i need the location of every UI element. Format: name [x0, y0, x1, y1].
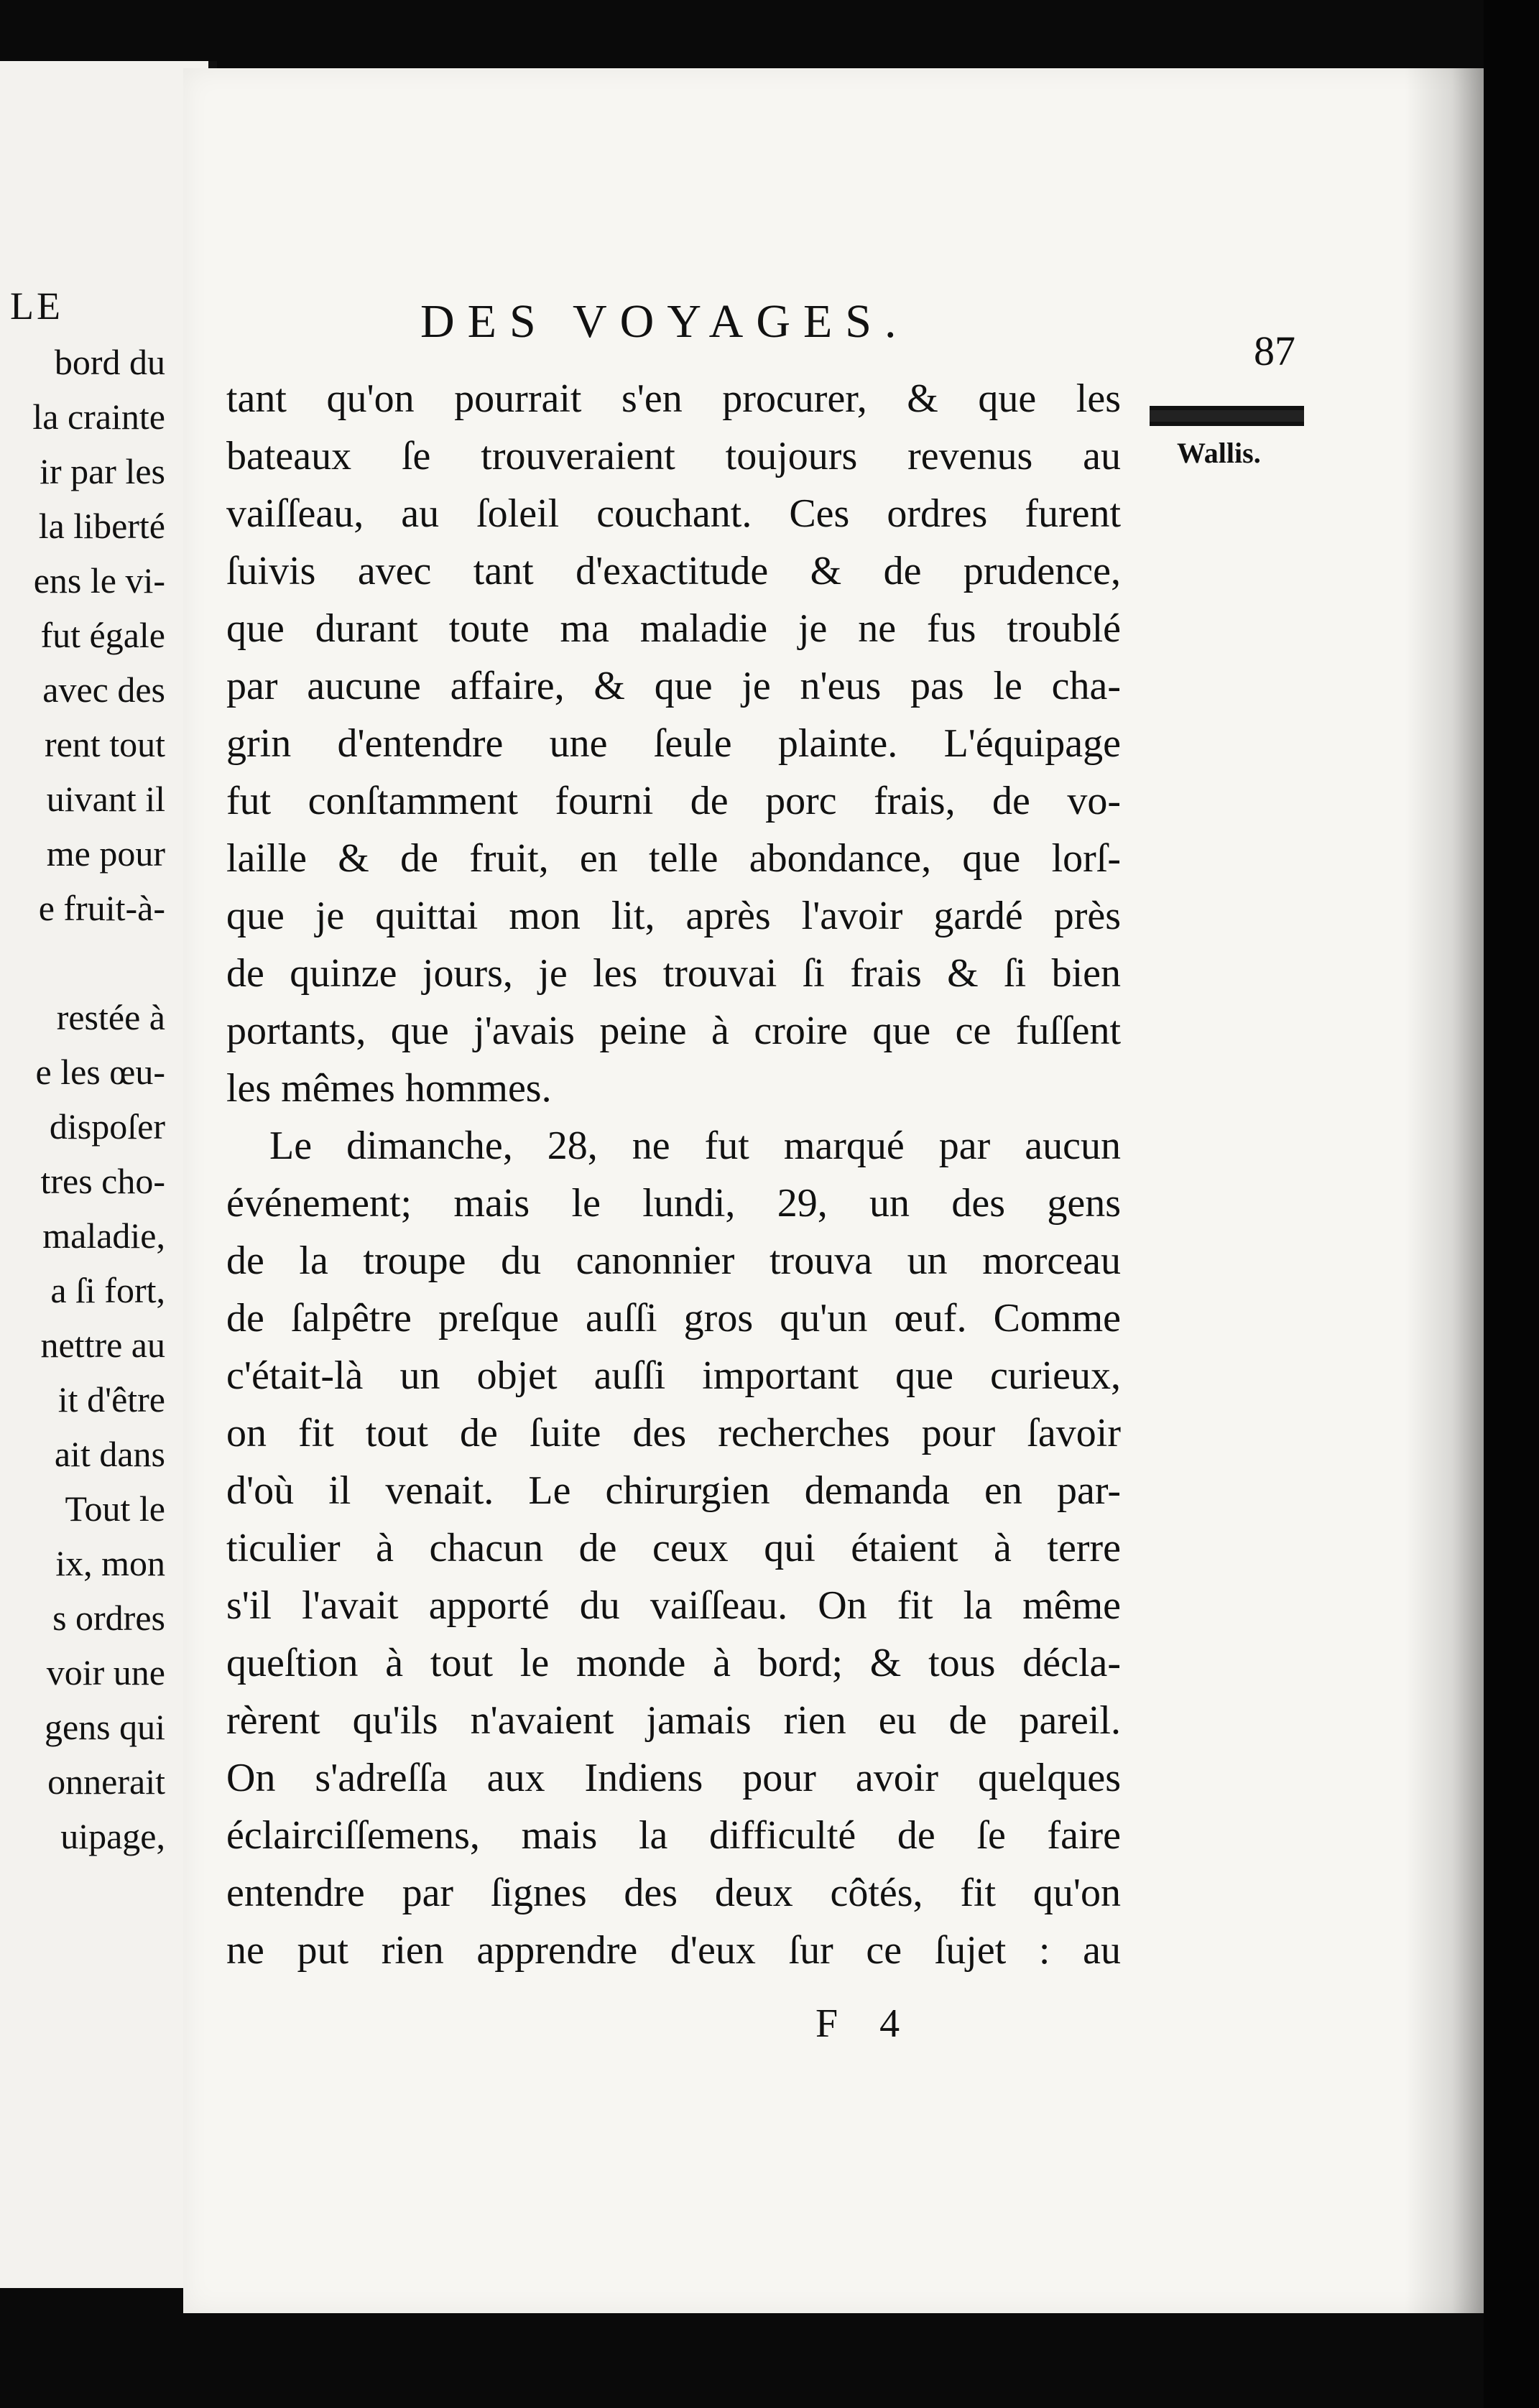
margin-rule	[1150, 406, 1304, 426]
text-line: c'était-là un objet auſſi important que curieux,	[226, 1353, 1121, 1398]
text-line: d'où il venait. Le chirurgien demanda en par-	[226, 1468, 1121, 1513]
left-page-running-head: LE	[10, 284, 63, 328]
text-line: que je quittai mon lit, après l'avoir gardé près	[226, 894, 1121, 938]
text-line: entendre par ſignes des deux côtés, fit qu'on	[226, 1871, 1121, 1915]
left-page-line: it d'être	[57, 1379, 165, 1420]
left-page-line: onnerait	[47, 1761, 165, 1802]
text-line: on fit tout de ſuite des recherches pour ſavoir	[226, 1411, 1121, 1455]
left-page-line: s ordres	[52, 1598, 165, 1638]
left-page-line: uipage,	[60, 1816, 165, 1856]
text-line: ſuivis avec tant d'exactitude & de prudence,	[226, 549, 1121, 593]
text-line: rèrent qu'ils n'avaient jamais rien eu de pareil.	[226, 1698, 1121, 1743]
text-line: ne put rien apprendre d'eux ſur ce ſujet : au	[226, 1928, 1121, 1973]
text-line: de ſalpêtre preſque auſſi gros qu'un œuf. Comme	[226, 1296, 1121, 1340]
text-line: On s'adreſſa aux Indiens pour avoir quelques	[226, 1756, 1121, 1800]
text-line: laille & de fruit, en telle abondance, que lorſ-	[226, 836, 1121, 881]
text-line: grin d'entendre une ſeule plainte. L'équipage	[226, 721, 1121, 766]
left-page-line: e les œu-	[35, 1052, 165, 1092]
text-line: événement; mais le lundi, 29, un des gens	[226, 1181, 1121, 1226]
page-gutter-shadow	[1405, 68, 1484, 2313]
left-page-line: nettre au	[40, 1325, 165, 1365]
text-line: de quinze jours, je les trouvai ſi frais & ſi bien	[226, 951, 1121, 996]
left-page-line: ens le vi-	[33, 560, 165, 601]
text-line: vaiſſeau, au ſoleil couchant. Ces ordres furent	[226, 491, 1121, 536]
left-page-line: me pour	[46, 833, 165, 874]
text-line: que durant toute ma maladie je ne fus troublé	[226, 606, 1121, 651]
left-page-line: ir par les	[40, 451, 165, 491]
left-page-line: ait dans	[54, 1434, 165, 1474]
text-line: éclairciſſemens, mais la difficulté de ſe faire	[226, 1813, 1121, 1858]
text-line: Le dimanche, 28, ne fut marqué par aucun	[269, 1124, 1121, 1168]
scan-right-edge	[1484, 0, 1539, 2408]
left-page-line: tres cho-	[40, 1161, 165, 1201]
left-page-line: bord du	[54, 342, 165, 382]
text-line: par aucune affaire, & que je n'eus pas le cha-	[226, 664, 1121, 708]
left-page-line: uivant il	[46, 779, 165, 819]
left-page-line: maladie,	[42, 1215, 165, 1256]
text-line: tant qu'on pourrait s'en procurer, & que les	[226, 376, 1121, 421]
main-page	[183, 68, 1484, 2313]
left-page-line: fut égale	[40, 615, 165, 655]
body-text	[226, 370, 1121, 1979]
text-line: ticulier à chacun de ceux qui étaient à terre	[226, 1526, 1121, 1570]
left-page-line: rent tout	[44, 724, 165, 764]
left-page-line: dispoſer	[49, 1106, 165, 1147]
left-page-line: restée à	[56, 997, 165, 1037]
running-head: DES VOYAGES.	[420, 295, 910, 348]
text-line: les mêmes hommes.	[226, 1066, 552, 1111]
left-page-line: la liberté	[38, 506, 165, 546]
text-line: bateaux ſe trouveraient toujours revenus au	[226, 434, 1121, 478]
text-line: de la troupe du canonnier trouva un morceau	[226, 1238, 1121, 1283]
left-page-line: gens qui	[44, 1707, 165, 1747]
left-page-line: la crainte	[32, 397, 165, 437]
text-line: portants, que j'avais peine à croire que ce fuſſent	[226, 1009, 1121, 1053]
text-line: s'il l'avait apporté du vaiſſeau. On fit la même	[226, 1583, 1121, 1628]
left-page-line: e fruit-à-	[38, 888, 165, 928]
page-number: 87	[1254, 328, 1295, 374]
left-page-line: a ſi fort,	[50, 1270, 165, 1310]
margin-note: Wallis.	[1177, 437, 1261, 469]
left-page-line: ix, mon	[55, 1543, 165, 1583]
left-page-line: Tout le	[65, 1488, 165, 1529]
left-page-line: voir une	[46, 1652, 165, 1692]
text-line: fut conſtamment fourni de porc frais, de vo-	[226, 779, 1121, 823]
signature-mark: F 4	[815, 2001, 916, 2046]
text-line: queſtion à tout le monde à bord; & tous décla-	[226, 1641, 1121, 1685]
left-page-line: avec des	[42, 670, 165, 710]
